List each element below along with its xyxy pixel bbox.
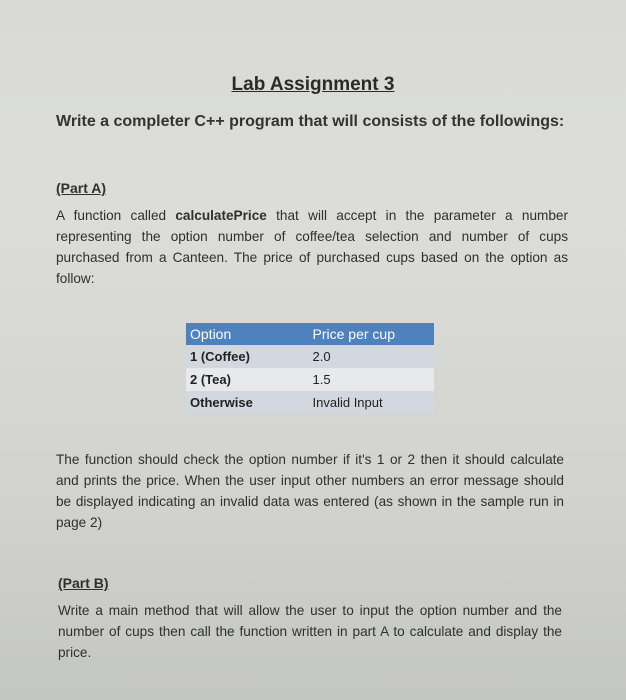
page-title: Lab Assignment 3 [231,74,395,95]
price-cell: Invalid Input [275,391,435,414]
option-cell: Otherwise [186,391,275,414]
price-cell: 2.0 [275,345,435,368]
assignment-instruction: Write a completer C++ program that will consists of the followings: [56,113,565,130]
table-row [186,345,434,368]
part-b-paragraph: Write a main method that will allow the user to input the option number and the number of cups then call the function written in part A to calculate and display the price. [58,603,562,660]
part-a-label: (Part A) [56,180,107,196]
part-a-text-end: that will accept in the parameter a number representing the option number of coffee/tea selection and number of cups purchased from a Canteen. The price of purchased cups based on the option as follow: [56,208,568,286]
table-header-row [186,323,434,345]
option-cell: 1 (Coffee) [186,345,275,368]
table-row [186,391,434,414]
header-option: Option [186,323,275,345]
part-a-paragraph [56,205,568,289]
function-name: calculatePrice [175,208,267,223]
option-cell: 2 (Tea) [186,368,275,391]
part-b-label: (Part B) [58,575,109,591]
table-row [186,368,434,391]
price-cell: 1.5 [275,368,435,391]
price-table [186,323,434,414]
function-description: The function should check the option number if it's 1 or 2 then it should calculate and prints the price. When the user input other numbers an error message should be displayed indicating an invalid data was entered (as shown in the sample run in page 2) [56,452,564,530]
part-a-text-start: A function called [56,208,176,223]
header-price-per-cup: Price per cup [275,323,435,345]
